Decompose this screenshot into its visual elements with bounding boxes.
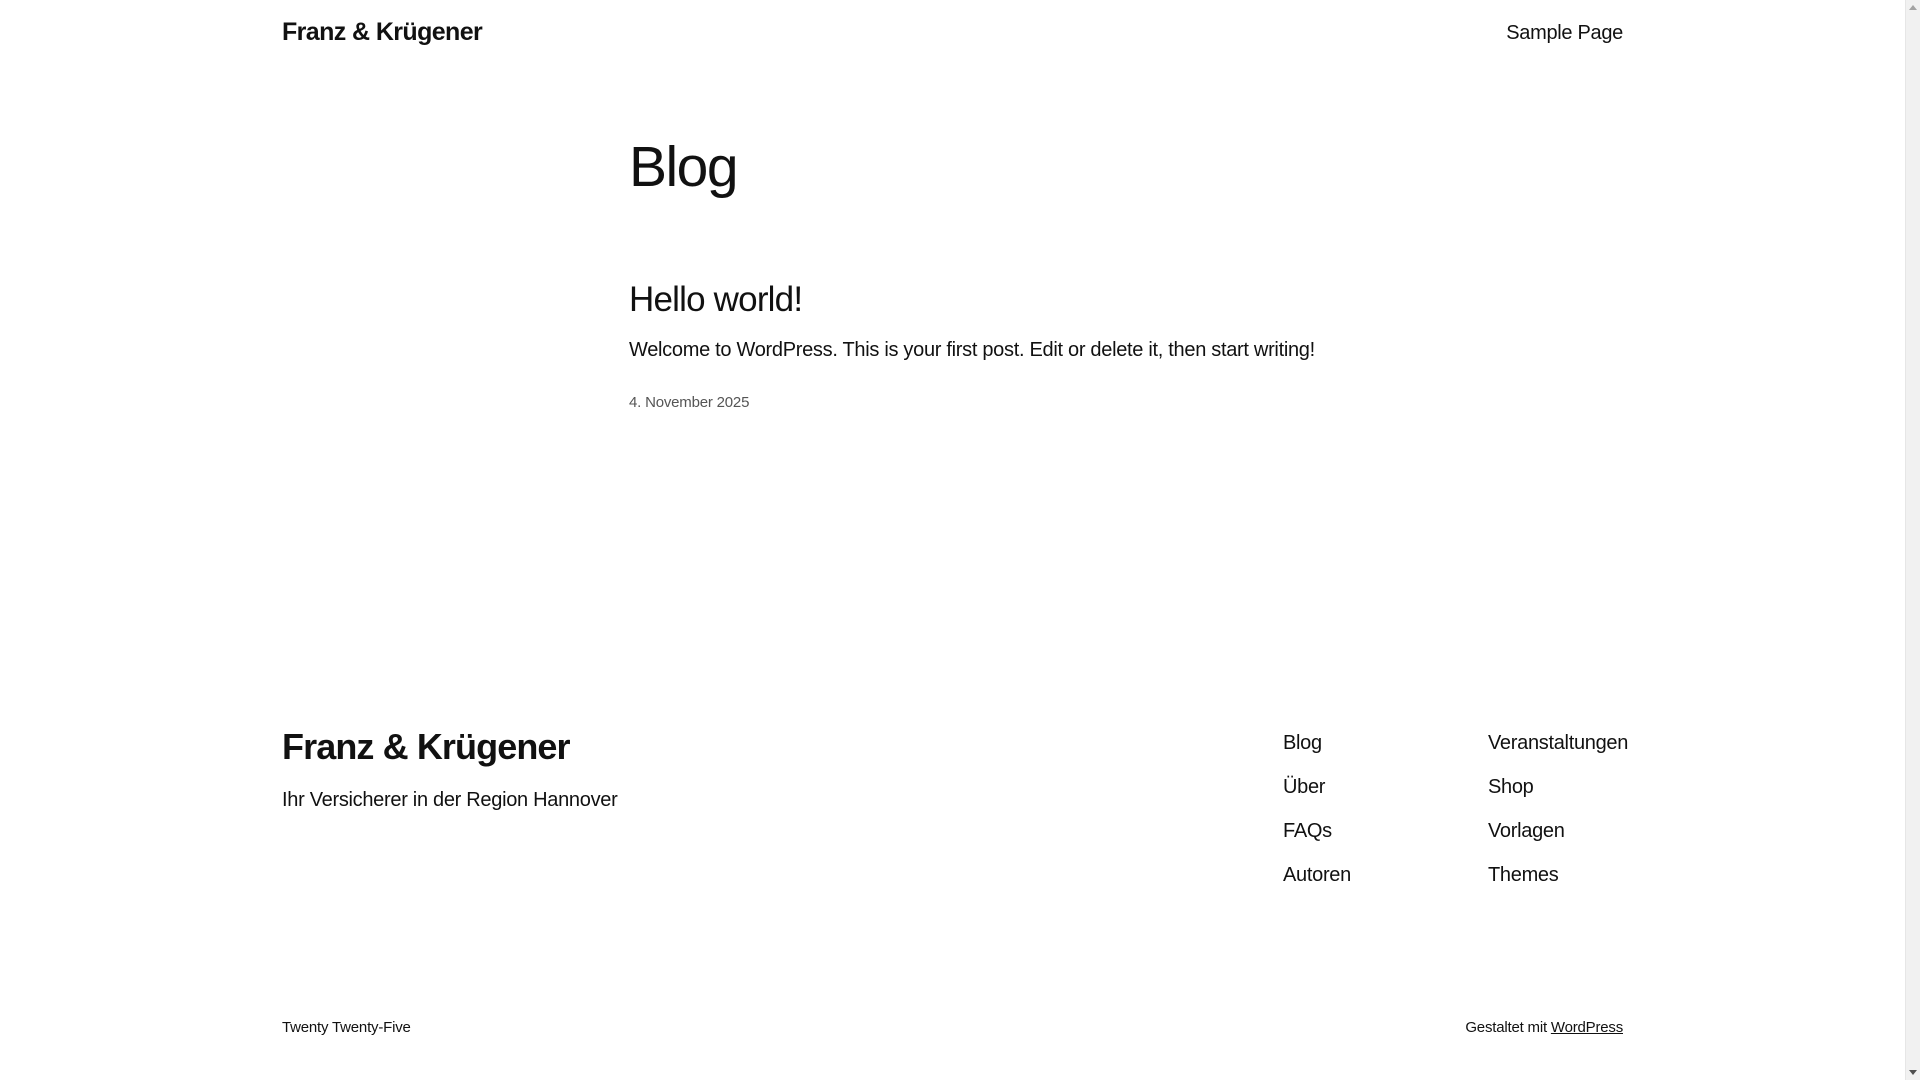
nav-sample-page-link[interactable]: Sample Page [1506, 22, 1623, 44]
footer-link-themes[interactable]: Themes [1488, 864, 1559, 886]
scroll-up-arrow-icon[interactable] [1909, 5, 1917, 10]
footer-nav-column-2 [1488, 732, 1628, 908]
footer-link-vorlagen[interactable]: Vorlagen [1488, 820, 1565, 842]
page-title: Blog [629, 135, 738, 199]
post-excerpt: Welcome to WordPress. This is your first post. Edit or delete it, then start writing! [629, 339, 1315, 361]
vertical-scrollbar[interactable] [1905, 0, 1920, 1080]
designed-with-credit [1465, 1019, 1623, 1036]
footer-link-faqs[interactable]: FAQs [1283, 820, 1332, 842]
footer-link-blog[interactable]: Blog [1283, 732, 1322, 754]
footer-link-shop[interactable]: Shop [1488, 776, 1534, 798]
footer-link-autoren[interactable]: Autoren [1283, 864, 1351, 886]
wordpress-link[interactable]: WordPress [1550, 1019, 1623, 1036]
footer-site-title-link[interactable]: Franz & Krügener [282, 726, 570, 767]
post-title-link[interactable]: Hello world! [629, 280, 803, 319]
header-nav [1506, 22, 1623, 45]
footer-nav-column-1 [1283, 732, 1351, 908]
post-date: 4. November 2025 [629, 394, 750, 411]
designed-with-label: Gestaltet mit [1465, 1019, 1547, 1036]
footer-link-veranstaltungen[interactable]: Veranstaltungen [1488, 732, 1629, 754]
scroll-down-arrow-icon[interactable] [1909, 1070, 1917, 1075]
site-title-link[interactable]: Franz & Krügener [282, 18, 483, 46]
footer-link-ueber[interactable]: Über [1283, 776, 1326, 798]
footer-tagline: Ihr Versicherer in der Region Hannover [282, 789, 618, 811]
theme-credit: Twenty Twenty-Five [282, 1019, 411, 1036]
